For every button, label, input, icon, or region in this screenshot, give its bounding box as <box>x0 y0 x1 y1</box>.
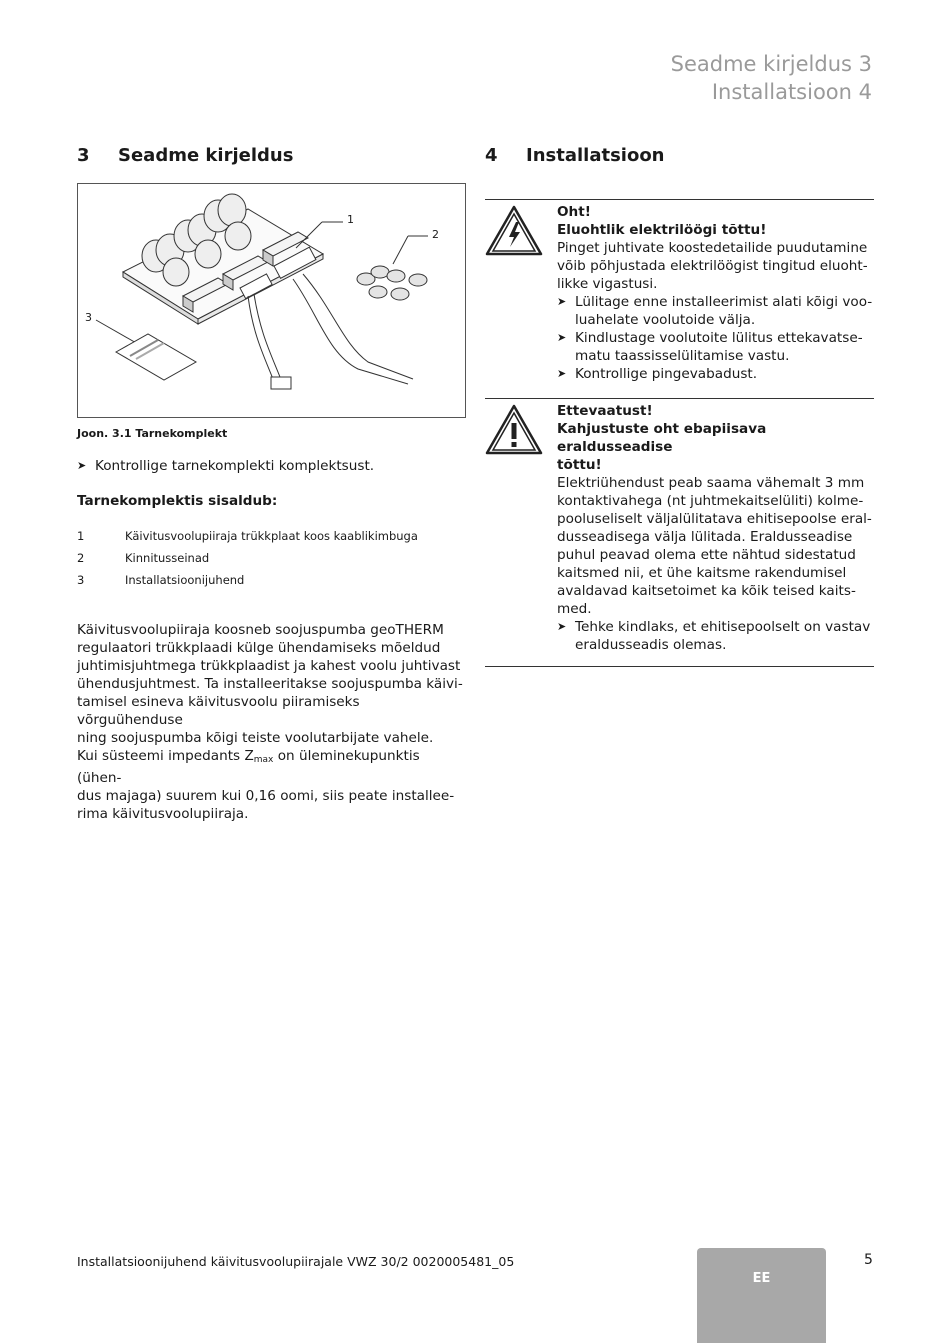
impedance-post: on üleminekupunktis (ühen- <box>77 748 420 786</box>
text-line: Käivitusvoolupiiraja koosneb soojuspumba geoTHERM <box>77 622 444 638</box>
section-3 <box>77 143 466 823</box>
item-text: Kinnitusseinad <box>125 551 210 565</box>
step-line: Tehke kindlaks, et ehitisepoolselt on vastav <box>575 619 871 635</box>
step-line: Kindlustage voolutoite lülitus ettekavatse- <box>575 330 863 346</box>
section-title: Seadme kirjeldus <box>118 144 294 166</box>
warning-heading: Eluohtlik elektrilöögi tõttu! <box>557 222 767 238</box>
running-head-line2: Installatsioon 4 <box>711 80 872 104</box>
item-text: Installatsioonijuhend <box>125 573 245 587</box>
text-line: pooluseliselt väljalülitatava ehitisepoolse eral- <box>557 511 872 527</box>
figure-caption: Joon. 3.1 Tarnekomplekt <box>77 427 228 440</box>
step-line: luahelate voolutoide välja. <box>575 312 756 328</box>
item-number: 1 <box>77 529 85 543</box>
running-head-line1: Seadme kirjeldus 3 <box>670 52 872 76</box>
section-3-heading <box>77 143 466 167</box>
text-line: tamisel esineva käivitusvoolu piiramiseks võrguühenduse <box>77 694 360 728</box>
text-line: regulaatori trükkplaadi külge ühendamiseks mõeldud <box>77 640 441 656</box>
contents-table <box>77 525 418 591</box>
text-line: likke vigastusi. <box>557 276 658 292</box>
text-line: võib põhjustada elektrilöögist tingitud eluoht- <box>557 258 868 274</box>
arrow-bullet-icon: ➤ <box>557 331 567 344</box>
footer-text: Installatsioonijuhend käivitusvoolupiirajale VWZ 30/2 0020005481_05 <box>77 1254 515 1269</box>
impedance-line <box>77 747 466 787</box>
exclamation-warning-icon <box>485 402 557 654</box>
step-line: eraldusseadis olemas. <box>575 637 727 653</box>
section-4-heading <box>485 143 874 167</box>
text-line: Pinget juhtivate koostedetailide puudutamine <box>557 240 868 256</box>
electric-hazard-icon <box>485 203 557 383</box>
step-item <box>557 365 874 383</box>
section-4 <box>485 143 874 667</box>
step-line: Kontrollige pingevabadust. <box>575 366 758 382</box>
text-line: kaitsmed nii, et ühe kaitsme rakendumisel <box>557 565 847 581</box>
divider <box>485 666 874 667</box>
item-text: Käivitusvoolupiiraja trükkplaat koos kaablikimbuga <box>125 529 418 543</box>
arrow-bullet-icon: ➤ <box>557 620 567 633</box>
arrow-bullet-icon: ➤ <box>557 367 567 380</box>
instruction-text: Kontrollige tarnekomplekti komplektsust. <box>95 458 375 474</box>
danger-warning <box>485 199 874 383</box>
impedance-subscript: max <box>253 755 274 765</box>
caution-warning <box>485 398 874 654</box>
text-line: avaldavad kaitsetoimet ka kõik teised kaits- <box>557 583 856 599</box>
step-line: Lülitage enne installeerimist alati kõigi voo- <box>575 294 873 310</box>
contents-label: Tarnekomplektis sisaldub: <box>77 493 278 509</box>
section-number: 4 <box>485 144 498 166</box>
table-row <box>77 525 418 547</box>
step-item <box>557 293 874 329</box>
table-row <box>77 569 418 591</box>
signal-word: Ettevaatust! <box>557 403 653 419</box>
text-line: kontaktivahega (nt juhtmekaitselüliti) kolme- <box>557 493 864 509</box>
section-number: 3 <box>77 144 90 166</box>
language-tab: EE <box>697 1248 826 1343</box>
step-line: matu taassisselülitamise vastu. <box>575 348 790 364</box>
callout-1: 1 <box>347 213 354 226</box>
arrow-bullet-icon: ➤ <box>77 459 87 472</box>
callout-2: 2 <box>432 228 439 241</box>
text-line: puhul peavad olema ette nähtud sidestatud <box>557 547 856 563</box>
item-number: 2 <box>77 551 85 565</box>
step-item <box>557 618 874 654</box>
running-head <box>671 50 872 106</box>
callout-3: 3 <box>85 311 92 324</box>
text-line: ühendusjuhtmest. Ta installeeritakse soojuspumba käivi- <box>77 676 463 692</box>
arrow-bullet-icon: ➤ <box>557 295 567 308</box>
circuit-board-illustration <box>78 184 465 417</box>
check-instruction <box>77 457 466 475</box>
page-number: 5 <box>864 1252 873 1268</box>
warning-heading-line: Kahjustuste oht ebapiisava eraldusseadise <box>557 421 767 455</box>
text-line: med. <box>557 601 592 617</box>
text-line: dusseadisega välja lülitada. Eraldusseadise <box>557 529 853 545</box>
description-paragraph <box>77 621 466 823</box>
section-title: Installatsioon <box>526 144 665 166</box>
delivery-kit-figure <box>77 183 466 418</box>
text-line: rima käivitusvoolupiiraja. <box>77 806 249 822</box>
item-number: 3 <box>77 573 85 587</box>
text-line: ning soojuspumba kõigi teiste voolutarbijate vahele. <box>77 730 434 746</box>
text-line: Elektriühendust peab saama vähemalt 3 mm <box>557 475 865 491</box>
text-line: dus majaga) suurem kui 0,16 oomi, siis peate installee- <box>77 788 455 804</box>
text-line: juhtimisjuhtmega trükkplaadist ja kahest voolu juhtivast <box>77 658 461 674</box>
table-row <box>77 547 418 569</box>
warning-heading-line: tõttu! <box>557 457 602 473</box>
step-item <box>557 329 874 365</box>
signal-word: Oht! <box>557 204 591 220</box>
impedance-pre: Kui süsteemi impedants Z <box>77 748 254 764</box>
